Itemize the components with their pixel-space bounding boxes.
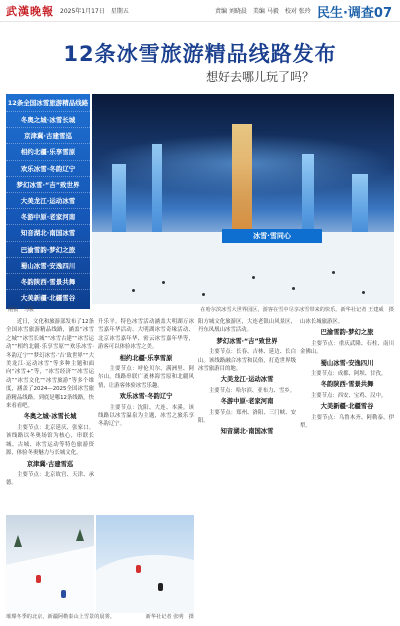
paragraph: 升乐平。特色冰雪活动涵盖大明湖万冰雪嘉年华活动、大明湖冰雪奇缘活动、北京冰雪嘉年华、密云冰雪嘉年华等，游客可以体验冰雪之美。 bbox=[98, 319, 194, 351]
subheading: 欢乐冰雪·冬韵辽宁 bbox=[119, 393, 173, 401]
bottom-photo-credit: 新华社记者 张明 摄 bbox=[145, 614, 194, 620]
route-item: 梦幻冰雪·“吉”致世界 bbox=[6, 176, 90, 192]
text-column-1 bbox=[6, 318, 94, 513]
subheading: 大美龙江·运动冰雪 bbox=[220, 376, 274, 384]
pine-tree bbox=[76, 529, 84, 541]
photo-snow-hill bbox=[96, 515, 194, 613]
visitor bbox=[292, 287, 295, 290]
pine-tree bbox=[14, 535, 22, 547]
snow-slope bbox=[6, 543, 94, 613]
subheading: 冬奥之城·冰雪长城 bbox=[23, 413, 77, 421]
subheading: 冬游中原·老家河南 bbox=[220, 398, 274, 406]
skier bbox=[61, 590, 66, 598]
subheading: 大美新疆·北疆雪谷 bbox=[320, 403, 374, 411]
route-list-panel bbox=[6, 94, 90, 309]
editor-credits: 责编 刘晓晨 美编 马毅 校对 张玲 bbox=[215, 8, 311, 15]
visitor bbox=[132, 289, 135, 292]
main-photo-ice-festival bbox=[92, 94, 394, 304]
route-item: 知音湖北·南国冰雪 bbox=[6, 224, 90, 240]
route-list-title: 12条全国冰雪旅游精品线路 bbox=[7, 99, 89, 107]
route-item: 巴渝雪韵·梦幻之旅 bbox=[6, 241, 90, 257]
paragraph: 主要节点：郑州、洛阳、三门峡、安阳。 bbox=[198, 409, 296, 425]
issue-date: 2025年1月17日 星期五 bbox=[60, 8, 129, 15]
route-item: 大美龙江·运动冰雪 bbox=[6, 192, 90, 208]
photo-skiing-slope bbox=[6, 515, 94, 613]
subheading: 巴渝雪韵·梦幻之旅 bbox=[320, 329, 374, 337]
bottom-photo-caption: 璀璨冬季的北京，新疆阿勒泰山上雪景的晨雾。 bbox=[6, 614, 115, 620]
route-item: 冬游中原·老家河南 bbox=[6, 208, 90, 224]
route-item: 冬韵陕西·雪景共舞 bbox=[6, 273, 90, 289]
ice-tower bbox=[152, 144, 162, 234]
intro-paragraph: 近日，文化和旅游部发布了12条全国冰雪旅游精品线路，涵盖“冰雪之城”“冰雪长城”“冰雪古建”“冰雪运动”“相约北疆·乐享雪原”“欢乐冰雪·冬韵辽宁”“梦幻冰雪·‘吉’致世界”“大美龙江·运动冰雪”等多种主题和面向“冰雪+”等，“冰雪经济”“冰雪运动”“冰雪文化”“冰雪旅游”等多个维度，涵盖了2024—2025全国冰雪旅游精品线路。到底是哪12条线路，快来看看吧。 bbox=[6, 319, 94, 410]
text-column-2 bbox=[98, 318, 194, 513]
skier bbox=[136, 565, 141, 573]
visitor bbox=[202, 293, 205, 296]
ice-sign: 冰雪·雪同心 bbox=[222, 229, 322, 243]
page-header bbox=[0, 0, 400, 22]
photo-credit-left: 刚报 马骏 bbox=[8, 307, 34, 313]
ice-tower bbox=[112, 164, 126, 234]
route-item: 京津冀·古建雪巡 bbox=[6, 127, 90, 143]
subheading: 知音湖北·南国冰雪 bbox=[220, 428, 274, 436]
text-column-3 bbox=[198, 318, 296, 618]
page-number: 07 bbox=[373, 6, 392, 21]
skier bbox=[36, 575, 41, 583]
paragraph: 主要节点：乌鲁木齐、阿勒泰、伊犁。 bbox=[300, 414, 394, 430]
paragraph: 主要节点：成都、阿坝、甘孜。 bbox=[300, 371, 387, 378]
visitor bbox=[332, 271, 335, 274]
subheading: 梦幻冰雪·“吉”致世界 bbox=[216, 337, 278, 345]
ice-tower bbox=[302, 154, 314, 234]
section-label bbox=[317, 2, 392, 21]
ice-tower bbox=[352, 174, 368, 234]
subheading: 京津冀·古建雪巡 bbox=[26, 460, 74, 468]
route-item: 冬奥之城·冰雪长城 bbox=[6, 111, 90, 127]
visitor bbox=[162, 281, 165, 284]
paragraph: 主要节点：北京延庆、张家口。该线路以冬奥场馆为核心，串联长城、古城、冰雪运动等特色旅游资源，体验冬奥魅力与长城文化。 bbox=[6, 424, 94, 457]
route-item: 大美新疆·北疆雪谷 bbox=[6, 289, 90, 305]
paragraph: 主要节点：重庆武隆、石柱、南川金佛山。 bbox=[300, 340, 394, 356]
snow-hill bbox=[96, 555, 194, 613]
article-subhead: 想好去哪儿玩了吗？ bbox=[205, 70, 314, 84]
subheading: 蜀山冰雪·安逸四川 bbox=[320, 359, 374, 367]
section-name: 民生·调查 bbox=[316, 6, 374, 21]
newspaper-masthead: 武漢晚報 bbox=[6, 5, 54, 18]
paragraph: 主要节点：呼伦贝尔、满洲里、阿尔山。线路串联广袤林海雪原和北疆风情，让游客体验冰雪乐趣。 bbox=[98, 366, 194, 389]
paragraph: 主要节点：长春、吉林、延边、长白山。该线路融合冰雪和民俗，打造世界级冰雪旅游目的地。 bbox=[198, 349, 296, 373]
paragraph: 主要节点：沈阳、大连、本溪。该线路以冰雪温泉为主题，冰雪之旅乐享冬韵辽宁。 bbox=[98, 404, 194, 428]
route-item: 欢乐冰雪·冬韵辽宁 bbox=[6, 160, 90, 176]
skier bbox=[158, 583, 163, 591]
paragraph: 主要节点：西安、宝鸡、汉中。 bbox=[300, 392, 387, 399]
paragraph: 主要节点：北京故宫、天津、承德。 bbox=[6, 471, 94, 487]
paragraph: 山冰长城旅游区。 bbox=[300, 319, 344, 325]
subheading: 相约北疆·乐享雪原 bbox=[119, 354, 173, 362]
route-item: 相约北疆·乐享雪原 bbox=[6, 143, 90, 159]
subheading: 冬韵陕西·雪景共舞 bbox=[320, 381, 374, 389]
visitor bbox=[362, 291, 365, 294]
route-item: 蜀山冰雪·安逸四川 bbox=[6, 257, 90, 273]
article-headline: 12条冰雪旅游精品线路发布 bbox=[63, 42, 337, 66]
paragraph: 阳方城文化旅游区，大连老银山风景区，丹东凤凰山冰雪活动。 bbox=[198, 319, 296, 334]
main-photo-caption: 在哈尔滨冰雪大世界园区，游客在雪中尽享冰雪带来的快乐。新华社记者 王建威 摄 bbox=[200, 307, 394, 313]
visitor bbox=[252, 276, 255, 279]
ice-tower bbox=[232, 124, 252, 234]
text-column-4 bbox=[300, 318, 394, 618]
paragraph: 主要节点：哈尔滨、亚布力、雪乡。 bbox=[198, 387, 296, 394]
